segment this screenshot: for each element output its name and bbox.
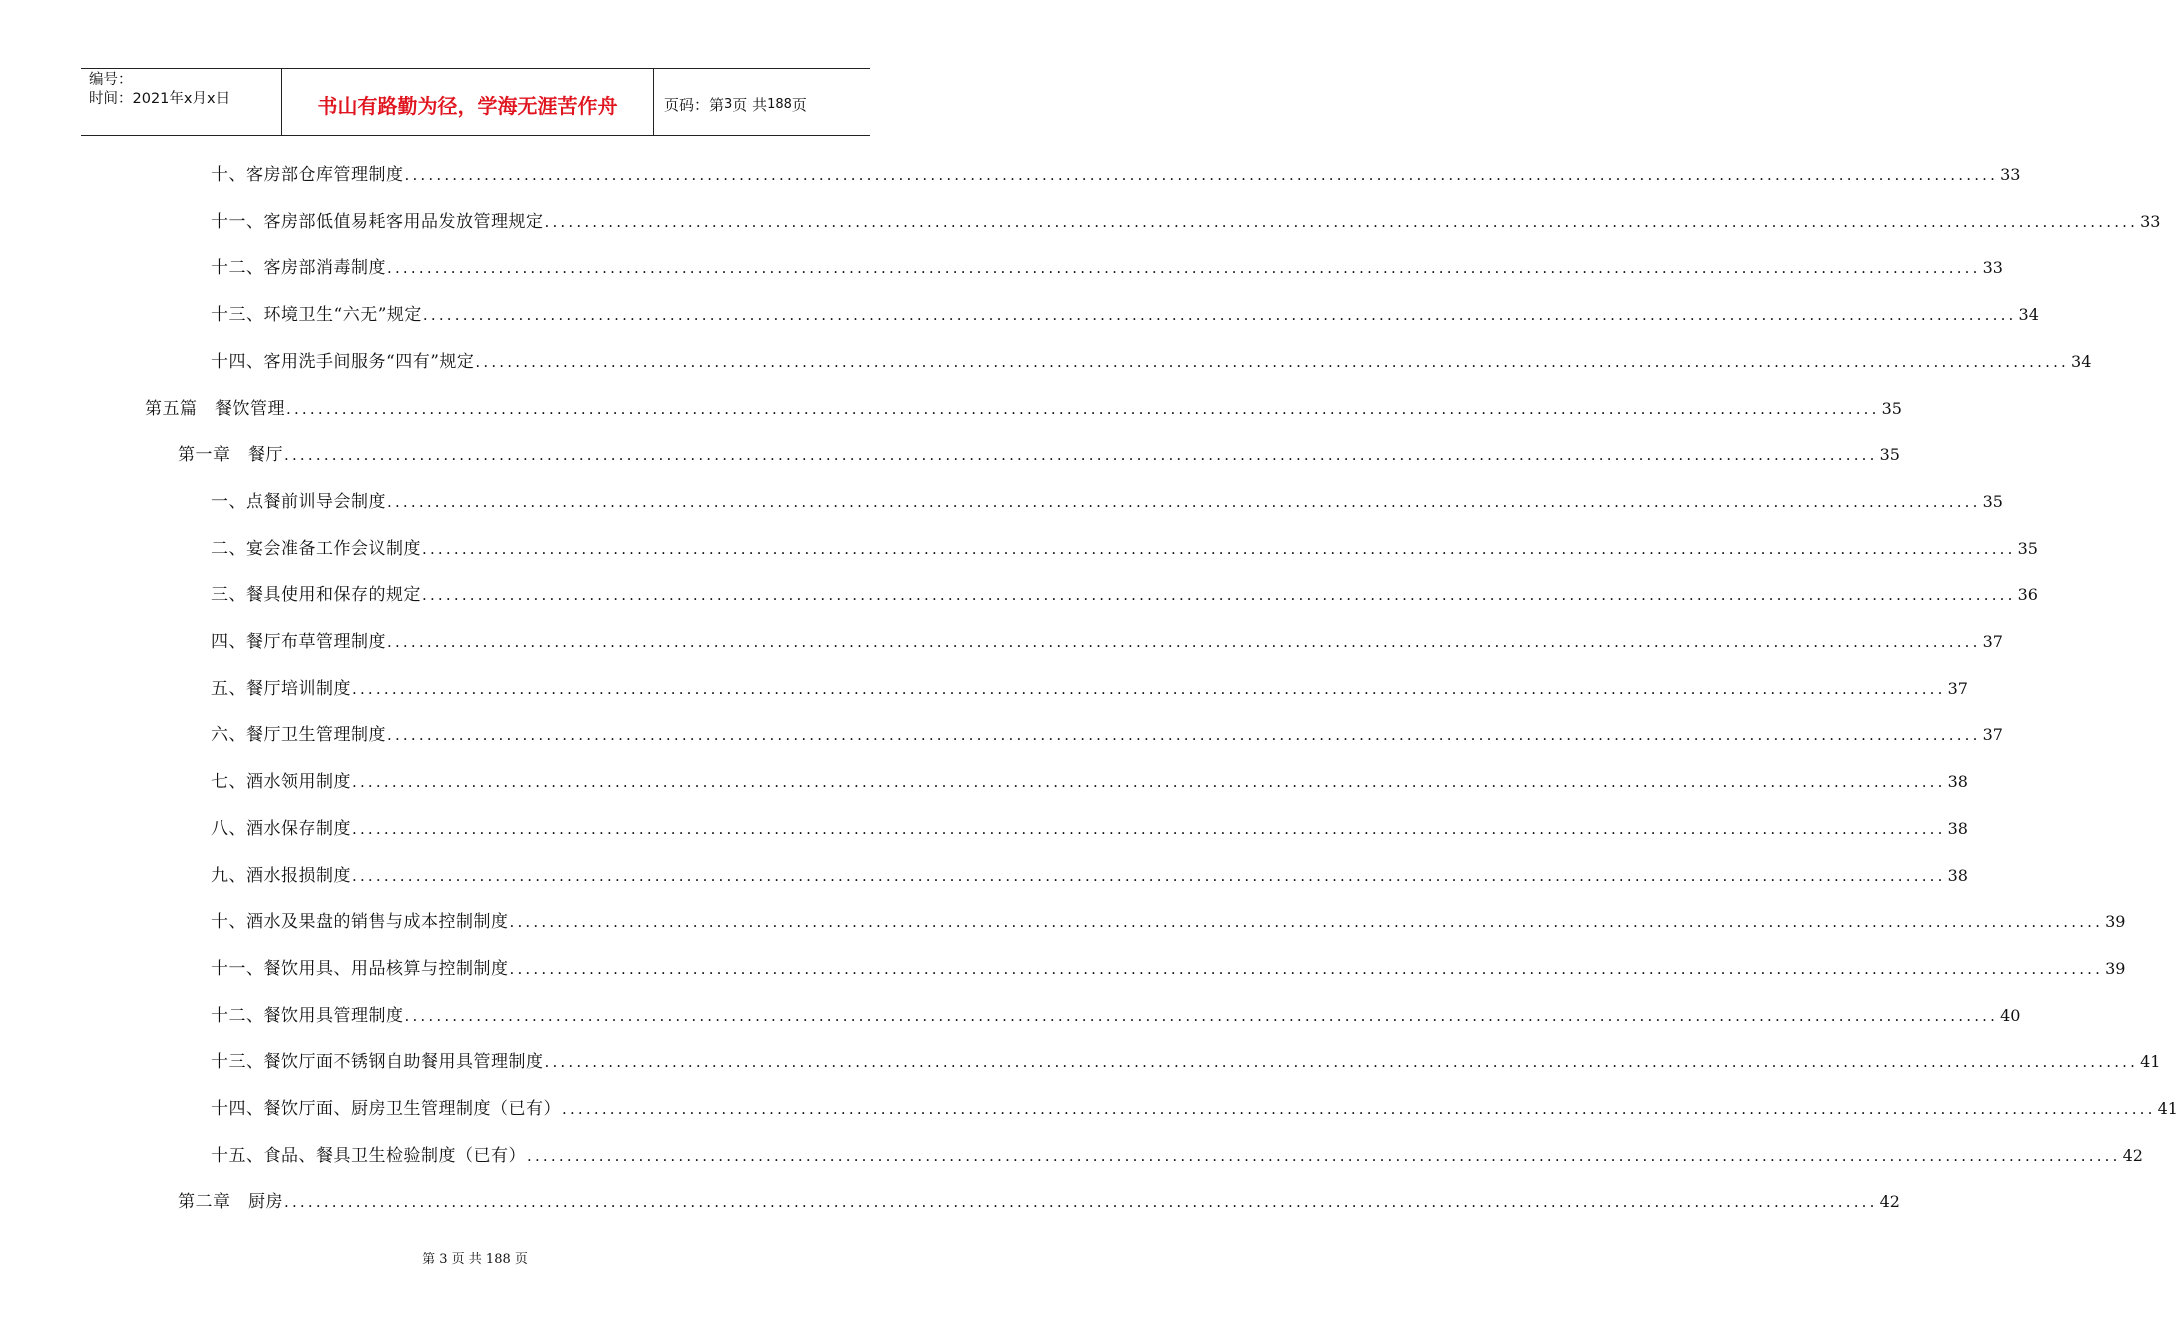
toc-leader-dots: ........................................................................................................................................................................................................	[286, 399, 1880, 418]
toc-leader-dots: ........................................................................................................................................................................................................	[422, 306, 2017, 325]
toc-entry-label: 十一、餐饮用具、用品核算与控制制度	[211, 958, 509, 979]
toc-entry-label: 第五篇 餐饮管理	[145, 398, 285, 419]
toc-entry[interactable]	[145, 394, 1902, 419]
toc-leader-dots: ........................................................................................................................................................................................................	[422, 539, 2016, 558]
doc-number-label: 编号：	[89, 72, 133, 88]
toc-entry[interactable]	[211, 253, 2003, 279]
toc-entry[interactable]	[211, 207, 2161, 232]
toc-entry-label: 四、餐厅布草管理制度	[211, 632, 386, 652]
toc-entry-label: 六、餐厅卫生管理制度	[211, 725, 386, 746]
header-meta	[81, 69, 282, 135]
toc-entry[interactable]	[211, 720, 2003, 746]
page-number: 3	[724, 96, 733, 112]
page-suffix: 页	[791, 95, 807, 114]
toc-leader-dots: ........................................................................................................................................................................................................	[387, 492, 1981, 511]
toc-leader-dots: ........................................................................................................................................................................................................	[422, 586, 2016, 605]
toc-entry[interactable]	[211, 1047, 2161, 1073]
toc-leader-dots: ........................................................................................................................................................................................................	[284, 446, 1878, 465]
toc-entry[interactable]	[211, 1001, 2021, 1026]
toc-entry-page: 42	[2122, 1145, 2143, 1165]
toc-leader-dots: ........................................................................................................................................................................................................	[404, 166, 1999, 184]
toc-entry-page: 33	[2000, 165, 2021, 184]
toc-entry-label: 十三、餐饮厅面不锈钢自助餐用具管理制度	[211, 1052, 544, 1073]
page-header	[81, 68, 870, 136]
header-motto: 书山有路勤为径，学海无涯苦作舟	[282, 69, 654, 135]
toc-entry-page: 34	[2018, 305, 2039, 325]
toc-entry-label: 十三、环境卫生“六无”规定	[211, 305, 422, 326]
toc-leader-dots: ........................................................................................................................................................................................................	[387, 633, 1981, 651]
page-footer: 第 3 页 共 188 页	[422, 1252, 528, 1267]
toc-entry-page: 33	[2140, 211, 2161, 231]
toc-entry-label: 十二、餐饮用具管理制度	[211, 1005, 404, 1026]
doc-time-label: 时间：2021年x月x日	[89, 91, 231, 107]
toc-entry-label: 第一章 餐厅	[178, 445, 283, 466]
toc-entry[interactable]	[211, 907, 2126, 933]
toc-leader-dots: ........................................................................................................................................................................................................	[544, 1053, 2139, 1072]
toc-entry-page: 37	[1982, 632, 2003, 651]
toc-entry-page: 35	[1879, 445, 1900, 465]
toc-entry-label: 十、客房部仓库管理制度	[211, 165, 404, 185]
toc-entry[interactable]	[211, 300, 2039, 326]
toc-entry-label: 十五、食品、餐具卫生检验制度（已有）	[211, 1145, 526, 1166]
toc-entry-label: 十四、餐饮厅面、厨房卫生管理制度（已有）	[211, 1099, 561, 1119]
toc-leader-dots: ........................................................................................................................................................................................................	[352, 773, 1946, 792]
toc-entry[interactable]	[211, 580, 2038, 606]
toc-entry-label: 九、酒水报损制度	[211, 865, 351, 886]
toc-entry-label: 十一、客房部低值易耗客用品发放管理规定	[211, 211, 544, 232]
toc-leader-dots: ........................................................................................................................................................................................................	[352, 819, 1946, 838]
toc-leader-dots: ........................................................................................................................................................................................................	[284, 1193, 1878, 1212]
header-page-info	[654, 69, 870, 135]
toc-entry-page: 38	[1947, 865, 1968, 885]
toc-leader-dots: ........................................................................................................................................................................................................	[387, 259, 1981, 278]
toc-entry-label: 三、餐具使用和保存的规定	[211, 585, 421, 606]
toc-entry-page: 40	[2000, 1005, 2021, 1025]
toc-entry-label: 二、宴会准备工作会议制度	[211, 538, 421, 559]
toc-entry-label: 第二章 厨房	[178, 1192, 283, 1213]
toc-entry-page: 42	[1879, 1192, 1900, 1212]
toc-entry-page: 35	[1881, 398, 1902, 418]
toc-entry-page: 39	[2105, 958, 2126, 978]
toc-entry[interactable]	[211, 160, 2021, 185]
page-total: 188	[767, 96, 792, 112]
toc-entry[interactable]	[211, 487, 2003, 512]
toc-leader-dots: ........................................................................................................................................................................................................	[352, 866, 1946, 885]
toc-leader-dots: ........................................................................................................................................................................................................	[527, 1146, 2121, 1165]
toc-entry-page: 34	[2071, 351, 2092, 371]
toc-entry-page: 38	[1947, 772, 1968, 792]
toc-leader-dots: ........................................................................................................................................................................................................	[352, 679, 1946, 698]
toc-entry-label: 一、点餐前训导会制度	[211, 491, 386, 512]
toc-entry[interactable]	[211, 954, 2126, 979]
toc-entry-page: 39	[2105, 912, 2126, 932]
toc-entry-label: 十四、客用洗手间服务“四有”规定	[211, 351, 475, 372]
toc-entry-page: 41	[2140, 1052, 2161, 1072]
toc-entry[interactable]	[211, 534, 2038, 559]
toc-entry[interactable]	[211, 347, 2092, 372]
toc-entry-page: 37	[1947, 678, 1968, 698]
toc-entry-page: 35	[2017, 538, 2038, 558]
toc-entry[interactable]	[211, 627, 2003, 652]
toc-entry[interactable]	[211, 1141, 2143, 1166]
toc-entry[interactable]	[211, 767, 1968, 793]
toc-leader-dots: ........................................................................................................................................................................................................	[475, 352, 2070, 371]
toc-entry[interactable]	[178, 440, 1900, 466]
toc-leader-dots: ........................................................................................................................................................................................................	[387, 726, 1981, 745]
toc-leader-dots: ........................................................................................................................................................................................................	[544, 212, 2139, 231]
toc-entry[interactable]	[211, 1094, 2178, 1119]
toc-leader-dots: ........................................................................................................................................................................................................	[509, 959, 2104, 978]
toc-entry-page: 36	[2017, 585, 2038, 605]
toc-entry-label: 十、酒水及果盘的销售与成本控制制度	[211, 912, 509, 933]
toc-entry[interactable]	[211, 814, 1968, 839]
toc-entry-page: 41	[2157, 1099, 2178, 1118]
toc-entry-page: 35	[1982, 491, 2003, 511]
toc-entry-page: 38	[1947, 818, 1968, 838]
toc-entry[interactable]	[211, 674, 1968, 699]
toc-leader-dots: ........................................................................................................................................................................................................	[404, 1006, 1999, 1025]
toc-entry-page: 37	[1982, 725, 2003, 745]
toc-entry-page: 33	[1982, 258, 2003, 278]
page-mid: 页 共	[732, 95, 768, 114]
toc-entry-label: 八、酒水保存制度	[211, 818, 351, 839]
page-prefix: 页码：第	[664, 95, 725, 114]
toc-entry-label: 五、餐厅培训制度	[211, 678, 351, 699]
toc-entry-label: 十二、客房部消毒制度	[211, 258, 386, 279]
toc-leader-dots: ........................................................................................................................................................................................................	[509, 913, 2104, 932]
toc-entry[interactable]	[211, 861, 1968, 886]
toc-entry-label: 七、酒水领用制度	[211, 772, 351, 793]
toc-leader-dots: ........................................................................................................................................................................................................	[562, 1100, 2156, 1118]
toc-entry[interactable]	[178, 1187, 1900, 1213]
